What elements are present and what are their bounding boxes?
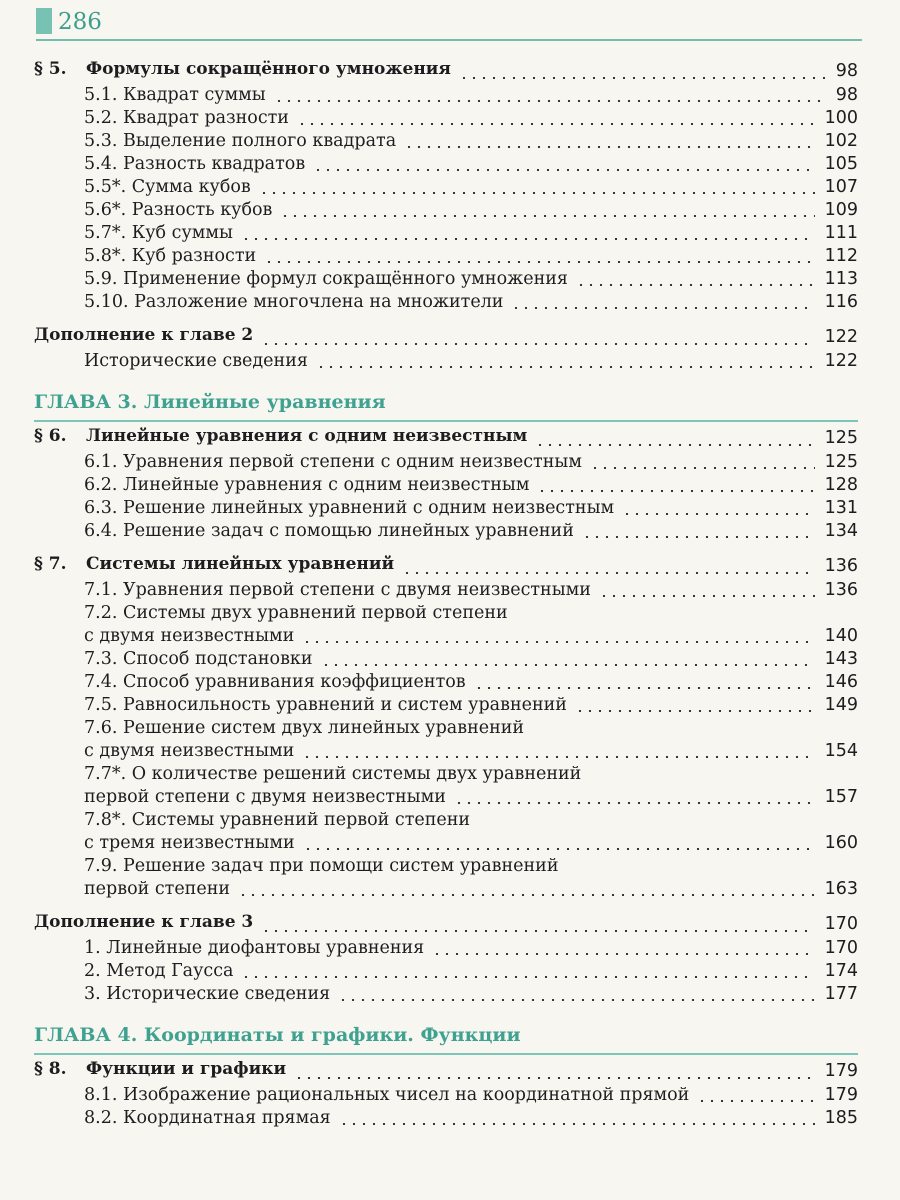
toc-entry-continuation[interactable] — [34, 625, 858, 648]
chapter-title: ГЛАВА 3. Линейные уравнения — [34, 391, 386, 413]
paragraph-number: § 5. — [34, 59, 67, 79]
entry-title: 5.3. Выделение полного квадрата — [84, 131, 397, 151]
entry-title-continued: первой степени — [84, 879, 231, 899]
page-ref: 170 — [824, 914, 858, 934]
entry-title: 7.9. Решение задач при помощи систем уравнений — [84, 856, 559, 876]
entry-title: 6.4. Решение задач с помощью линейных уравнений — [84, 521, 574, 541]
page-ref: 143 — [824, 649, 858, 669]
entry-title: 3. Исторические сведения — [84, 984, 331, 1004]
entry-title: 7.8*. Системы уравнений первой степени — [84, 810, 471, 830]
page-ref: 107 — [824, 177, 858, 197]
dot-leader — [259, 192, 815, 194]
toc-entry[interactable] — [34, 717, 858, 740]
page-ref: 170 — [824, 938, 858, 958]
entry-title-continued: с двумя неизвестными — [84, 741, 295, 761]
dot-leader — [321, 664, 815, 666]
page-ref: 100 — [824, 108, 858, 128]
page-ref: 146 — [824, 672, 858, 692]
toc-entry[interactable] — [34, 176, 858, 199]
entry-title-continued: с тремя неизвестными — [84, 833, 295, 853]
page-ref: 122 — [824, 327, 858, 347]
dot-leader — [697, 1100, 814, 1102]
dot-leader — [511, 307, 814, 309]
header-color-block — [36, 8, 52, 34]
toc-entry[interactable] — [34, 520, 858, 543]
toc-entry[interactable] — [34, 1084, 858, 1107]
entry-title: 5.8*. Куб разности — [84, 246, 257, 266]
header-rule — [36, 39, 862, 41]
page-ref: 98 — [835, 61, 858, 81]
toc-entry[interactable] — [34, 648, 858, 671]
toc-entry[interactable] — [34, 809, 858, 832]
dot-leader — [339, 1123, 815, 1125]
dot-leader — [303, 848, 815, 850]
dot-leader — [622, 513, 814, 515]
entry-title: 7.5. Равносильность уравнений и систем уравнений — [84, 695, 567, 715]
entry-title: 5.6*. Разность кубов — [84, 200, 273, 220]
toc-entry[interactable] — [34, 855, 858, 878]
dot-leader — [302, 641, 814, 643]
dot-leader — [302, 756, 814, 758]
chapter-heading — [34, 1020, 858, 1050]
chapter-title: ГЛАВА 4. Координаты и графики. Функции — [34, 1024, 521, 1046]
page-ref: 128 — [824, 475, 858, 495]
page-ref: 131 — [824, 498, 858, 518]
page-ref: 136 — [824, 556, 858, 576]
dot-leader — [432, 953, 814, 955]
supplement-title: Дополнение к главе 3 — [34, 912, 254, 932]
paragraph-number: § 6. — [34, 426, 67, 446]
entry-title: 5.2. Квадрат разности — [84, 108, 289, 128]
toc-entry-continuation[interactable] — [34, 832, 858, 855]
toc-entry[interactable] — [34, 1107, 858, 1130]
toc-entry[interactable] — [34, 199, 858, 222]
page-ref: 112 — [824, 246, 858, 266]
dot-leader — [575, 710, 815, 712]
toc-entry[interactable] — [34, 130, 858, 153]
toc-entry[interactable] — [34, 474, 858, 497]
page-ref: 134 — [824, 521, 858, 541]
toc-entry-paragraph[interactable] — [34, 58, 858, 84]
toc-entry[interactable] — [34, 245, 858, 268]
entry-title: 5.4. Разность квадратов — [84, 154, 306, 174]
page-ref: 179 — [824, 1085, 858, 1105]
supplement-title: Дополнение к главе 2 — [34, 325, 254, 345]
toc-entry[interactable] — [34, 937, 858, 960]
toc-entry[interactable] — [34, 694, 858, 717]
chapter-rule — [34, 1053, 858, 1055]
page-ref: 102 — [824, 131, 858, 151]
toc-entry[interactable] — [34, 153, 858, 176]
dot-leader — [576, 284, 815, 286]
entry-title: 7.7*. О количестве решений системы двух уравнений — [84, 764, 582, 784]
dot-leader — [274, 100, 826, 102]
dot-leader — [537, 490, 814, 492]
toc-entry-supplement[interactable] — [34, 911, 858, 937]
toc-entry-continuation[interactable] — [34, 786, 858, 809]
paragraph-title: Функции и графики — [86, 1059, 287, 1079]
dot-leader — [294, 1077, 814, 1079]
toc-entry-continuation[interactable] — [34, 740, 858, 763]
entry-title: 5.5*. Сумма кубов — [84, 177, 251, 197]
paragraph-number: § 7. — [34, 554, 67, 574]
dot-leader — [241, 238, 815, 240]
page-ref: 125 — [824, 428, 858, 448]
page-ref: 116 — [824, 292, 858, 312]
entry-title: Исторические сведения — [84, 351, 308, 371]
page-ref: 157 — [824, 787, 858, 807]
page-ref: 149 — [824, 695, 858, 715]
page-header — [0, 6, 900, 42]
toc-entry[interactable] — [34, 763, 858, 786]
dot-leader — [261, 343, 814, 345]
page-ref: 177 — [824, 984, 858, 1004]
toc-entry[interactable] — [34, 579, 858, 602]
dot-leader — [261, 930, 814, 932]
dot-leader — [582, 536, 815, 538]
entry-title: 2. Метод Гаусса — [84, 961, 234, 981]
page-ref: 122 — [824, 351, 858, 371]
paragraph-title: Формулы сокращённого умножения — [86, 59, 451, 79]
toc-entry[interactable] — [34, 268, 858, 291]
dot-leader — [241, 976, 814, 978]
dot-leader — [590, 467, 815, 469]
page-ref: 111 — [824, 223, 858, 243]
dot-leader — [264, 261, 814, 263]
paragraph-title: Системы линейных уравнений — [86, 554, 395, 574]
entry-title: 8.2. Координатная прямая — [84, 1108, 331, 1128]
toc-entry[interactable] — [34, 983, 858, 1006]
dot-leader — [338, 999, 814, 1001]
chapter-rule — [34, 420, 858, 422]
dot-leader — [474, 687, 815, 689]
toc-entry[interactable] — [34, 451, 858, 474]
chapter-heading — [34, 387, 858, 417]
table-of-contents — [34, 58, 858, 1130]
dot-leader — [459, 77, 826, 79]
entry-title: 6.3. Решение линейных уравнений с одним неизвестным — [84, 498, 615, 518]
page-ref: 109 — [824, 200, 858, 220]
dot-leader — [238, 894, 815, 896]
dot-leader — [535, 444, 814, 446]
entry-title: 7.3. Способ подстановки — [84, 649, 313, 669]
entry-title: 6.1. Уравнения первой степени с одним неизвестным — [84, 452, 582, 472]
page-ref: 154 — [824, 741, 858, 761]
toc-entry[interactable] — [34, 107, 858, 130]
entry-title: 6.2. Линейные уравнения с одним неизвестным — [84, 475, 530, 495]
toc-entry[interactable] — [34, 350, 858, 373]
entry-title: 8.1. Изображение рациональных чисел на координатной прямой — [84, 1085, 690, 1105]
page-ref: 113 — [824, 269, 858, 289]
entry-title-continued: с двумя неизвестными — [84, 626, 295, 646]
dot-leader — [313, 169, 814, 171]
page-ref: 163 — [824, 879, 858, 899]
entry-title: 5.9. Применение формул сокращённого умножения — [84, 269, 568, 289]
page-ref: 140 — [824, 626, 858, 646]
entry-title: 7.1. Уравнения первой степени с двумя неизвестными — [84, 580, 591, 600]
toc-entry-supplement[interactable] — [34, 324, 858, 350]
page-ref: 105 — [824, 154, 858, 174]
toc-entry[interactable] — [34, 84, 858, 107]
entry-title: 7.4. Способ уравнивания коэффициентов — [84, 672, 466, 692]
dot-leader — [316, 366, 815, 368]
entry-title: 7.2. Системы двух уравнений первой степени — [84, 603, 508, 623]
toc-entry-paragraph[interactable] — [34, 553, 858, 579]
page-ref: 98 — [835, 85, 858, 105]
page-ref: 125 — [824, 452, 858, 472]
dot-leader — [297, 123, 815, 125]
page-ref: 160 — [824, 833, 858, 853]
toc-entry-continuation[interactable] — [34, 878, 858, 901]
entry-title: 5.7*. Куб суммы — [84, 223, 233, 243]
toc-entry[interactable] — [34, 671, 858, 694]
toc-entry-paragraph[interactable] — [34, 425, 858, 451]
toc-entry[interactable] — [34, 222, 858, 245]
dot-leader — [454, 802, 815, 804]
page-ref: 185 — [824, 1108, 858, 1128]
toc-entry[interactable] — [34, 497, 858, 520]
toc-entry[interactable] — [34, 291, 858, 314]
toc-entry[interactable] — [34, 960, 858, 983]
entry-title: 5.1. Квадрат суммы — [84, 85, 266, 105]
page-ref: 136 — [824, 580, 858, 600]
toc-entry[interactable] — [34, 602, 858, 625]
dot-leader — [280, 215, 814, 217]
page-ref: 179 — [824, 1061, 858, 1081]
entry-title: 7.6. Решение систем двух линейных уравнений — [84, 718, 525, 738]
dot-leader — [402, 572, 815, 574]
paragraph-number: § 8. — [34, 1059, 67, 1079]
page-number: 286 — [58, 9, 102, 35]
entry-title-continued: первой степени с двумя неизвестными — [84, 787, 446, 807]
entry-title: 5.10. Разложение многочлена на множители — [84, 292, 504, 312]
dot-leader — [404, 146, 814, 148]
toc-entry-paragraph[interactable] — [34, 1058, 858, 1084]
entry-title: 1. Линейные диофантовы уравнения — [84, 938, 425, 958]
dot-leader — [599, 595, 815, 597]
page-ref: 174 — [824, 961, 858, 981]
paragraph-title: Линейные уравнения с одним неизвестным — [86, 426, 528, 446]
